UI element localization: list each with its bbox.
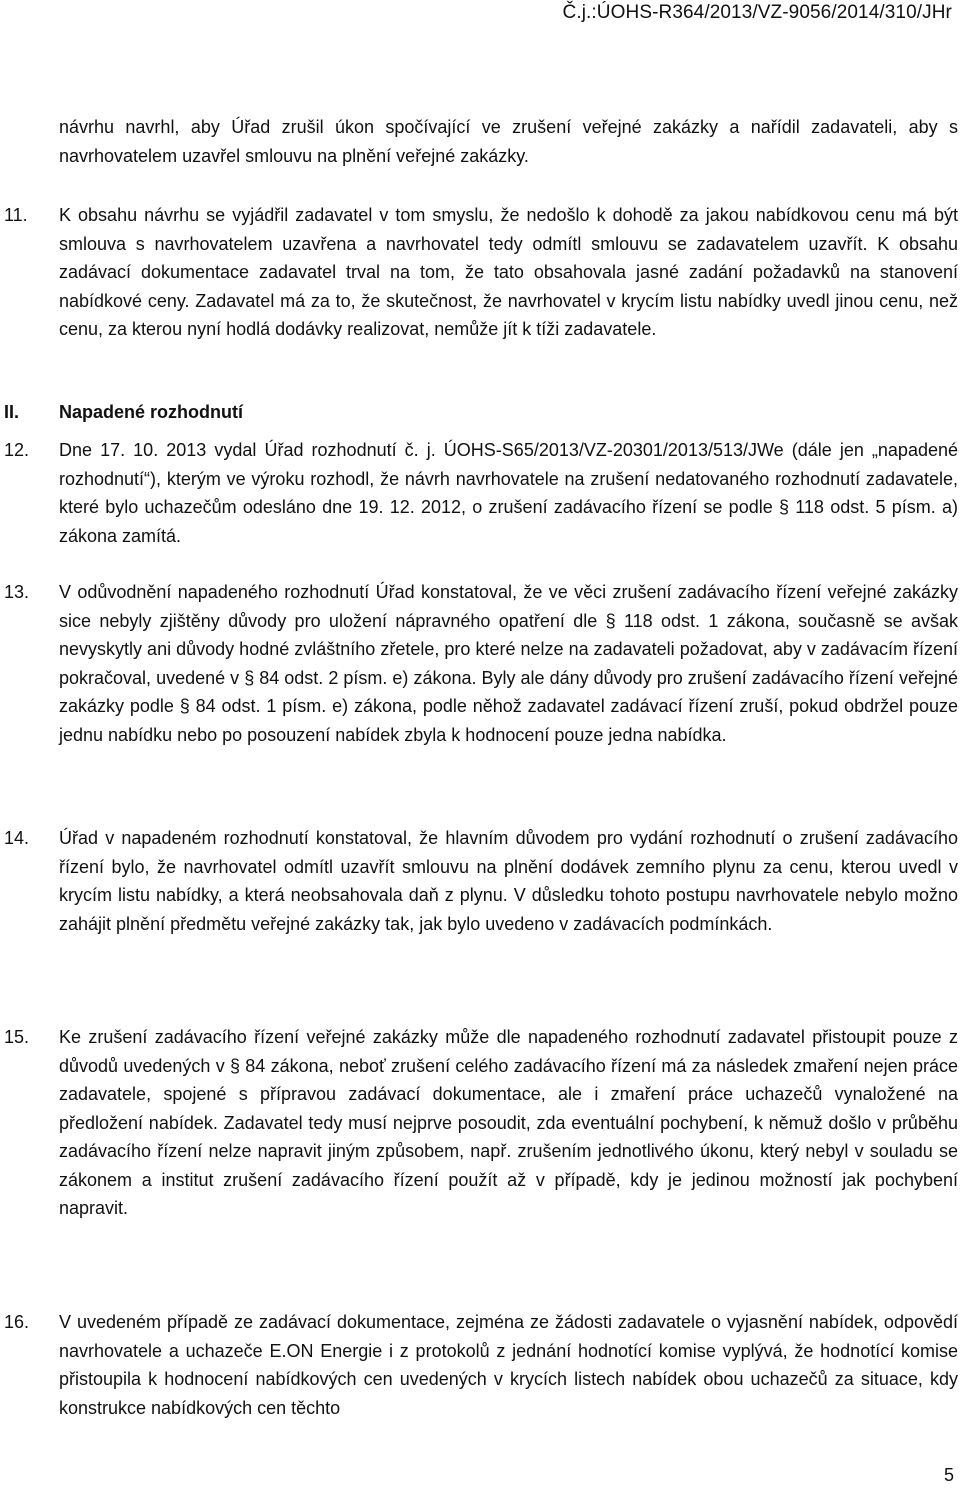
paragraph-text: návrhu navrhl, aby Úřad zrušil úkon spočívající ve zrušení veřejné zakázky a nařídil zadavateli, aby s navrhovatelem uzavřel smlouvu na plnění veřejné zakázky.	[59, 117, 958, 166]
paragraph-number: 13.	[4, 582, 30, 602]
paragraph-text: Úřad v napadeném rozhodnutí konstatoval, že hlavním důvodem pro vydání rozhodnutí o zrušení zadávacího řízení bylo, že navrhovatel odmítl uzavřít smlouvu na plnění dodávek zemního plynu za cenu, kterou uvedl v krycím listu nabídky, a která neobsahovala daň z plynu. V důsledku tohoto postupu navrhovatele nebylo možno zahájit plnění předmětu veřejné zakázky tak, jak bylo uvedeno v zadávacích podmínkách.	[59, 828, 958, 934]
paragraph-text: K obsahu návrhu se vyjádřil zadavatel v tom smyslu, že nedošlo k dohodě za jakou nabídkovou cenu má být smlouva s navrhovatelem uzavřena a navrhovatel tedy odmítl smlouvu se zadavatelem uzavřít. K obsahu zadávací dokumentace zadavatel trval na tom, že tato obsahovala jasné zadání požadavků na stanovení nabídkové ceny. Zadavatel má za to, že skutečnost, že navrhovatel v krycím listu nabídky uvedl jinou cenu, než cenu, za kterou nyní hodlá dodávky realizovat, nemůže jít k tíži zadavatele.	[59, 205, 958, 339]
paragraph-number: 12.	[4, 440, 30, 460]
paragraph-number: 16.	[4, 1312, 30, 1332]
section-number: II.	[4, 402, 20, 422]
paragraph-text: Dne 17. 10. 2013 vydal Úřad rozhodnutí č. j. ÚOHS-S65/2013/VZ-20301/2013/513/JWe (dále jen „napadené rozhodnutí“), kterým ve výroku rozhodl, že návrh navrhovatele na zrušení nedatovaného rozhodnutí zadavatele, které bylo uchazečům odesláno dne 19. 12. 2012, o zrušení zadávacího řízení se podle § 118 odst. 5 písm. a) zákona zamítá.	[59, 440, 958, 546]
page-number: 5	[943, 1465, 954, 1485]
paragraph-number: 14.	[4, 828, 30, 848]
paragraph-number: 11.	[4, 205, 28, 225]
paragraph-text: Ke zrušení zadávacího řízení veřejné zakázky může dle napadeného rozhodnutí zadavatel přistoupit pouze z důvodů uvedených v § 84 zákona, neboť zrušení celého zadávacího řízení má za následek zmaření nejen práce zadavatele, spojené s přípravou zadávací dokumentace, ale i zmaření práce uchazečů vynaložené na předložení nabídek. Zadavatel tedy musí nejprve posoudit, zda eventuální pochybení, k němuž došlo v průběhu zadávacího řízení nelze napravit jiným způsobem, např. zrušením jednotlivého úkonu, který nebyl v souladu se zákonem a institut zrušení zadávacího řízení použít až v případě, kdy je jedinou možností jak pochybení napravit.	[59, 1027, 958, 1218]
section-title: Napadené rozhodnutí	[59, 402, 243, 422]
paragraph-number: 15.	[4, 1027, 30, 1047]
document-reference-number: Č.j.:ÚOHS-R364/2013/VZ-9056/2014/310/JHr	[562, 2, 952, 23]
paragraph-text: V odůvodnění napadeného rozhodnutí Úřad konstatoval, že ve věci zrušení zadávacího řízení veřejné zakázky sice nebyly zjištěny důvody pro uložení nápravného opatření dle § 118 odst. 1 zákona, současně se avšak nevyskytly ani důvody hodné zvláštního zřetele, pro které nelze na zadavateli požadovat, aby v zadávacím řízení pokračoval, uvedené v § 84 odst. 2 písm. e) zákona. Byly ale dány důvody pro zrušení zadávacího řízení veřejné zakázky podle § 84 odst. 1 písm. e) zákona, podle něhož zadavatel zadávací řízení zruší, pokud obdržel pouze jednu nabídku nebo po posouzení nabídek zbyla k hodnocení pouze jedna nabídka.	[59, 582, 958, 745]
paragraph-text: V uvedeném případě ze zadávací dokumentace, zejména ze žádosti zadavatele o vyjasnění nabídek, odpovědí navrhovatele a uchazeče E.ON Energie i z protokolů z jednání hodnotící komise vyplývá, že hodnotící komise přistoupila k hodnocení nabídkových cen uvedených v krycích listech nabídek obou uchazečů za situace, kdy konstrukce nabídkových cen těchto	[59, 1312, 958, 1418]
